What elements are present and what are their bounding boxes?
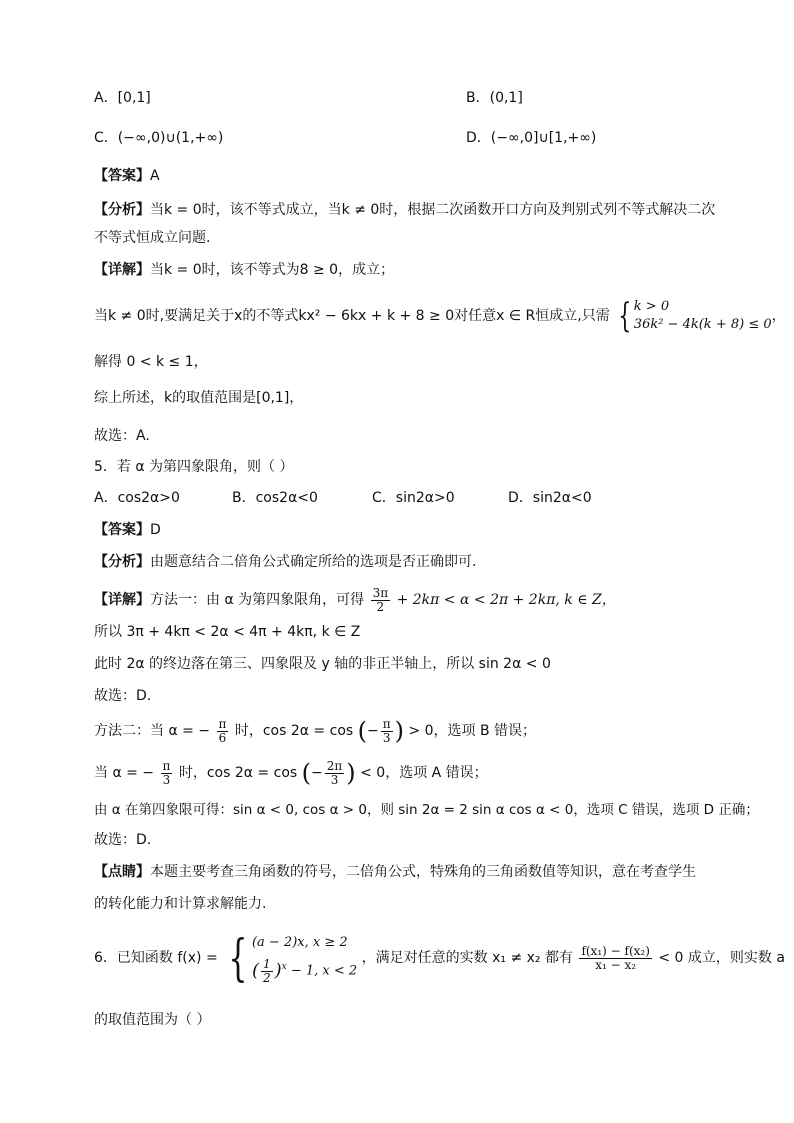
fraction-denominator: 3	[162, 772, 171, 787]
fraction-numerator: π	[218, 716, 227, 731]
q5-method-2-line-4: 故选：D.	[94, 832, 152, 848]
fraction-denominator: 3	[382, 730, 391, 745]
q6-condition-tail: < 0 成立，则实数 a	[658, 950, 785, 966]
q5-comment-line-2: 的转化能力和计算求解能力.	[94, 896, 267, 912]
q5-options	[94, 488, 592, 508]
analysis-text: 当k = 0时，该不等式成立，当k ≠ 0时，根据二次函数开口方向及判别式列不等式解决二次	[150, 202, 716, 218]
q5-method-1-line-2: 所以 3π + 4kπ < 2α < 4π + 4kπ, k ∈ Z	[94, 624, 361, 640]
q4-analysis-line-2: 不等式恒成立问题.	[94, 230, 211, 246]
q5-option-b: B．cos2α<0	[232, 490, 318, 506]
paren-open: (	[251, 960, 259, 982]
q4-option-d: D．(−∞,0]∪[1,+∞)	[466, 130, 597, 146]
punctuation: ，	[771, 308, 786, 324]
q4-detail-line-2	[94, 298, 786, 334]
piecewise-row-2: ( $\frac{1}{2}$ )$^x$ − 1, x < 2	[251, 956, 358, 985]
q5-method-1-line-1	[94, 584, 616, 616]
brace-symbol: {	[228, 928, 248, 987]
answer-value: D	[150, 522, 161, 538]
method-1-inequality: + 2kπ < α < 2π + 2kπ, k ∈ Z，	[396, 592, 616, 608]
fraction-numerator: 1	[262, 956, 271, 971]
analysis-text: 由题意结合二倍角公式确定所给的选项是否正确即可.	[150, 554, 477, 570]
inequality-system	[614, 298, 771, 334]
fraction-numerator: π	[382, 716, 391, 731]
system-row-2: 36k² − 4k(k + 8) ≤ 0	[633, 317, 772, 332]
fraction-numerator: f(x₁) − f(x₂)	[581, 943, 650, 958]
fraction-denominator: x₁ − x₂	[595, 957, 637, 972]
q6-stem-line-1	[94, 930, 785, 986]
q5-method-2-line-2: 当 α = − $\frac{\pi}{3}$ 时，cos 2α = cos (− $\frac{2\pi}{3}$ ) < 0，选项 A 错误；	[94, 758, 488, 787]
detail-text: 当k = 0时，该不等式为8 ≥ 0，成立；	[150, 262, 395, 278]
q5-method-1-line-3: 此时 2α 的终边落在第三、四象限及 y 轴的非正半轴上，所以 sin 2α < 0	[94, 656, 551, 672]
fraction-denominator: 6	[218, 730, 227, 745]
q6-condition: ，满足对任意的实数 x₁ ≠ x₂ 都有	[361, 950, 573, 966]
q5-stem: 5．若 α 为第四象限角，则（ ）	[94, 459, 294, 475]
detail-condition: 当k ≠ 0时,要满足关于x的不等式kx² − 6kx + k + 8 ≥ 0对任意x ∈ R恒成立,只需	[94, 308, 610, 324]
q4-option-a: A．[0,1]	[94, 90, 151, 106]
piecewise-function	[222, 928, 358, 987]
answer-value: A	[150, 168, 160, 184]
detail-tag: 【详解】	[94, 262, 150, 278]
fraction	[217, 718, 229, 745]
q6-function-def: 6．已知函数 f(x) =	[94, 950, 218, 966]
fraction	[371, 587, 391, 614]
method-2b-post: < 0，选项 A 错误；	[360, 765, 488, 781]
q4-answer	[94, 166, 160, 186]
system-row-1: k > 0	[633, 299, 670, 314]
answer-tag: 【答案】	[94, 168, 150, 184]
q4-detail-line-1	[94, 260, 394, 280]
fraction	[325, 760, 345, 787]
fraction-denominator: 2	[376, 599, 385, 614]
q5-option-d: D．sin2α<0	[508, 490, 592, 506]
paren-close: )	[274, 960, 282, 982]
q4-option-b: B．(0,1]	[466, 90, 523, 106]
q6-stem-line-2: 的取值范围为（ ）	[94, 1012, 211, 1028]
q4-option-c: C．(−∞,0)∪(1,+∞)	[94, 130, 224, 146]
fraction-numerator: π	[162, 758, 171, 773]
q4-options-row-2	[94, 128, 597, 148]
method-2-mid: 时，cos 2α = cos	[234, 723, 354, 739]
method-1-text: 方法一：由 α 为第四象限角，可得	[150, 592, 365, 608]
fraction	[381, 718, 393, 745]
comment-tag: 【点睛】	[94, 864, 150, 880]
paren-open: (	[357, 717, 368, 745]
q5-option-a: A．cos2α>0	[94, 490, 180, 506]
fraction-numerator: 3π	[372, 585, 389, 600]
detail-tag: 【详解】	[94, 592, 150, 608]
method-2-post: > 0，选项 B 错误；	[408, 723, 537, 739]
q4-detail-line-5: 故选：A.	[94, 428, 150, 444]
paren-close: )	[346, 759, 356, 787]
q5-method-1-line-4: 故选：D.	[94, 688, 152, 704]
fraction-denominator: 3	[330, 772, 339, 787]
analysis-tag: 【分析】	[94, 554, 150, 570]
q4-analysis-line-1	[94, 200, 715, 220]
q5-answer	[94, 520, 161, 540]
brace-symbol: {	[618, 296, 632, 336]
q5-comment-line-1	[94, 862, 696, 882]
q4-options-row-1	[94, 88, 523, 108]
q4-detail-line-3: 解得 0 < k ≤ 1，	[94, 354, 208, 370]
answer-tag: 【答案】	[94, 522, 150, 538]
paren-close: )	[394, 717, 405, 745]
method-2b-text: 当 α = −	[94, 765, 155, 781]
paren-open: (	[301, 759, 312, 787]
comment-text: 本题主要考查三角函数的符号，二倍角公式，特殊角的三角函数值等知识，意在考查学生	[150, 864, 696, 880]
q5-method-2-line-3: 由 α 在第四象限可得：sin α < 0, cos α > 0，则 sin 2α = 2 sin α cos α < 0，选项 C 错误，选项 D 正确；	[94, 802, 759, 818]
piecewise-row-1: (a − 2)x, x ≥ 2	[251, 935, 348, 951]
method-2-text: 方法二：当 α = −	[94, 723, 211, 739]
fraction	[579, 945, 651, 972]
q4-detail-line-4: 综上所述，k的取值范围是[0,1]，	[94, 390, 304, 406]
q5-option-c: C．sin2α>0	[372, 490, 455, 506]
q5-analysis	[94, 552, 476, 572]
method-2b-mid: 时，cos 2α = cos	[178, 765, 298, 781]
fraction	[261, 958, 273, 985]
fraction-numerator: 2π	[326, 758, 343, 773]
q5-method-2-line-1: 方法二：当 α = − $\frac{\pi}{6}$ 时，cos 2α = cos (− $\frac{\pi}{3}$ ) > 0，选项 B 错误；	[94, 716, 537, 745]
analysis-tag: 【分析】	[94, 202, 150, 218]
piecewise-row-2-tail: − 1, x < 2	[290, 963, 358, 979]
fraction-denominator: 2	[262, 970, 271, 985]
fraction	[161, 760, 173, 787]
